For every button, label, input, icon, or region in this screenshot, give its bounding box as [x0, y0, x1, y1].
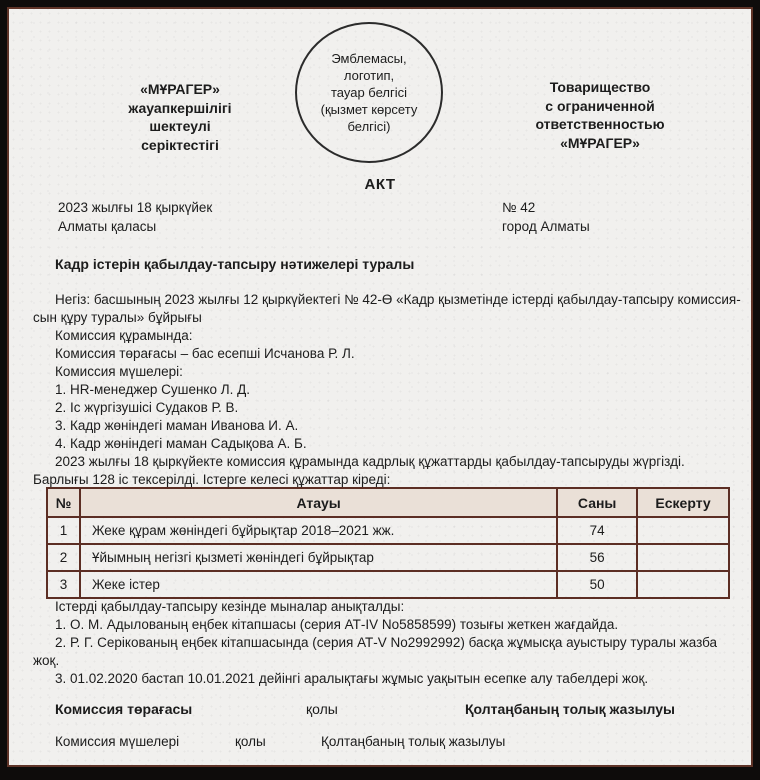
document-paper	[7, 7, 753, 767]
row-note	[637, 571, 729, 598]
row-quantity: 56	[557, 544, 637, 571]
commission-member: 1. HR-менеджер Сушенко Л. Д.	[55, 382, 250, 397]
commission-intro: Комиссия құрамында:	[55, 328, 193, 343]
emblem-placeholder-text	[321, 50, 418, 135]
emblem-text-line: белгісі)	[347, 119, 391, 134]
table-header-name: Атауы	[80, 488, 557, 517]
findings-section	[33, 598, 745, 688]
table-header-quantity: Саны	[557, 488, 637, 517]
table-row	[47, 571, 729, 598]
row-note	[637, 517, 729, 544]
document-date-place	[58, 199, 212, 236]
emblem-placeholder-circle	[295, 22, 443, 163]
row-name: Жеке істер	[80, 571, 557, 598]
org-name-russian-line: с ограниченной	[545, 97, 655, 114]
document-subject: Кадр істерін қабылдау-тапсыру нәтижелері туралы	[55, 256, 415, 272]
table-header-number: №	[47, 488, 80, 517]
document-date: 2023 жылғы 18 қыркүйек	[58, 200, 213, 215]
row-name: Жеке құрам жөніндегі бұйрықтар 2018–2021 жж.	[80, 517, 557, 544]
table-row	[47, 544, 729, 571]
emblem-text-line: Эмблемасы,	[331, 51, 407, 66]
finding-item: 2. Р. Г. Серікованың еңбек кітапшасында (серия АТ-V No2992992) басқа жұмысқа ауыстыру туралы жазба жоқ.	[33, 635, 718, 668]
org-name-russian-line: ответственностью	[535, 116, 665, 132]
row-name: Ұйымның негізгі қызметі жөніндегі бұйрықтар	[80, 544, 557, 571]
commission-member: 3. Кадр жөніндегі маман Иванова И. А.	[55, 418, 299, 433]
commission-member: 4. Кадр жөніндегі маман Садықова А. Б.	[55, 436, 307, 451]
document-city-kazakh: Алматы қаласы	[58, 218, 157, 234]
signature-members-fullname-label: Қолтаңбаның толық жазылуы	[321, 734, 506, 749]
org-name-kazakh-line: жауапкершілігі	[128, 99, 232, 116]
basis-paragraph: Негіз: басшының 2023 жылғы 12 қыркүйектегі № 42-Ө «Кадр қызметінде істерді қабылдау-тапсыру комиссия-сын құру туралы» бұйрығы	[33, 292, 741, 325]
table-header-row	[47, 488, 729, 517]
row-number: 2	[47, 544, 80, 571]
document-city-russian: город Алматы	[502, 218, 590, 234]
signature-members-sign-label: қолы	[235, 734, 266, 749]
summary-paragraph: 2023 жылғы 18 қыркүйекте комиссия құрамында кадрлық құжаттарды қабылдау-тапсыруды жүргізді. Барлығы 128 іс тексерілді. Істерге келесі құжаттар кіреді:	[33, 454, 685, 487]
commission-member: 2. Іс жүргізушісі Судаков Р. В.	[55, 400, 239, 415]
signature-chair-role: Комиссия төрағасы	[55, 701, 193, 717]
row-quantity: 50	[557, 571, 637, 598]
commission-members-label: Комиссия мүшелері:	[55, 364, 183, 379]
emblem-text-line: логотип,	[343, 68, 395, 83]
row-quantity: 74	[557, 517, 637, 544]
document-body	[33, 291, 743, 489]
table-header-note: Ескерту	[637, 488, 729, 517]
emblem-text-line: тауар белгісі	[330, 85, 407, 100]
org-name-russian-line: Товарищество	[549, 79, 651, 95]
finding-item: 3. 01.02.2020 бастап 10.01.2021 дейінгі аралықтағы жұмыс уақытын есепке алу табелдері жоқ.	[55, 671, 649, 686]
document-type-title: АКТ	[364, 176, 396, 193]
org-name-russian	[480, 78, 720, 152]
signature-chair-sign-label: қолы	[306, 701, 338, 717]
documents-table	[46, 487, 730, 599]
commission-chair: Комиссия төрағасы – бас есепші Исчанова Р. Л.	[55, 346, 355, 361]
table-row	[47, 517, 729, 544]
document-number-place	[502, 199, 590, 236]
org-name-kazakh	[60, 80, 300, 154]
signature-chair-fullname-label: Қолтаңбаның толық жазылуы	[465, 701, 675, 717]
org-name-russian-line: «МҰРАГЕР»	[560, 134, 640, 151]
org-name-kazakh-line: серіктестігі	[141, 136, 219, 153]
row-number: 1	[47, 517, 80, 544]
org-name-kazakh-line: «МҰРАГЕР»	[140, 81, 220, 97]
document-number: № 42	[502, 200, 536, 215]
finding-item: 1. О. М. Адылованың еңбек кітапшасы (серия АТ-IV No5858599) тозығы жеткен жағдайда.	[55, 617, 619, 632]
emblem-text-line: (қызмет көрсету	[320, 102, 418, 117]
org-name-kazakh-line: шектеулі	[149, 118, 211, 134]
row-number: 3	[47, 571, 80, 598]
signature-members-role: Комиссия мүшелері	[55, 734, 180, 749]
findings-intro: Істерді қабылдау-тапсыру кезінде мыналар анықталды:	[55, 599, 405, 614]
row-note	[637, 544, 729, 571]
